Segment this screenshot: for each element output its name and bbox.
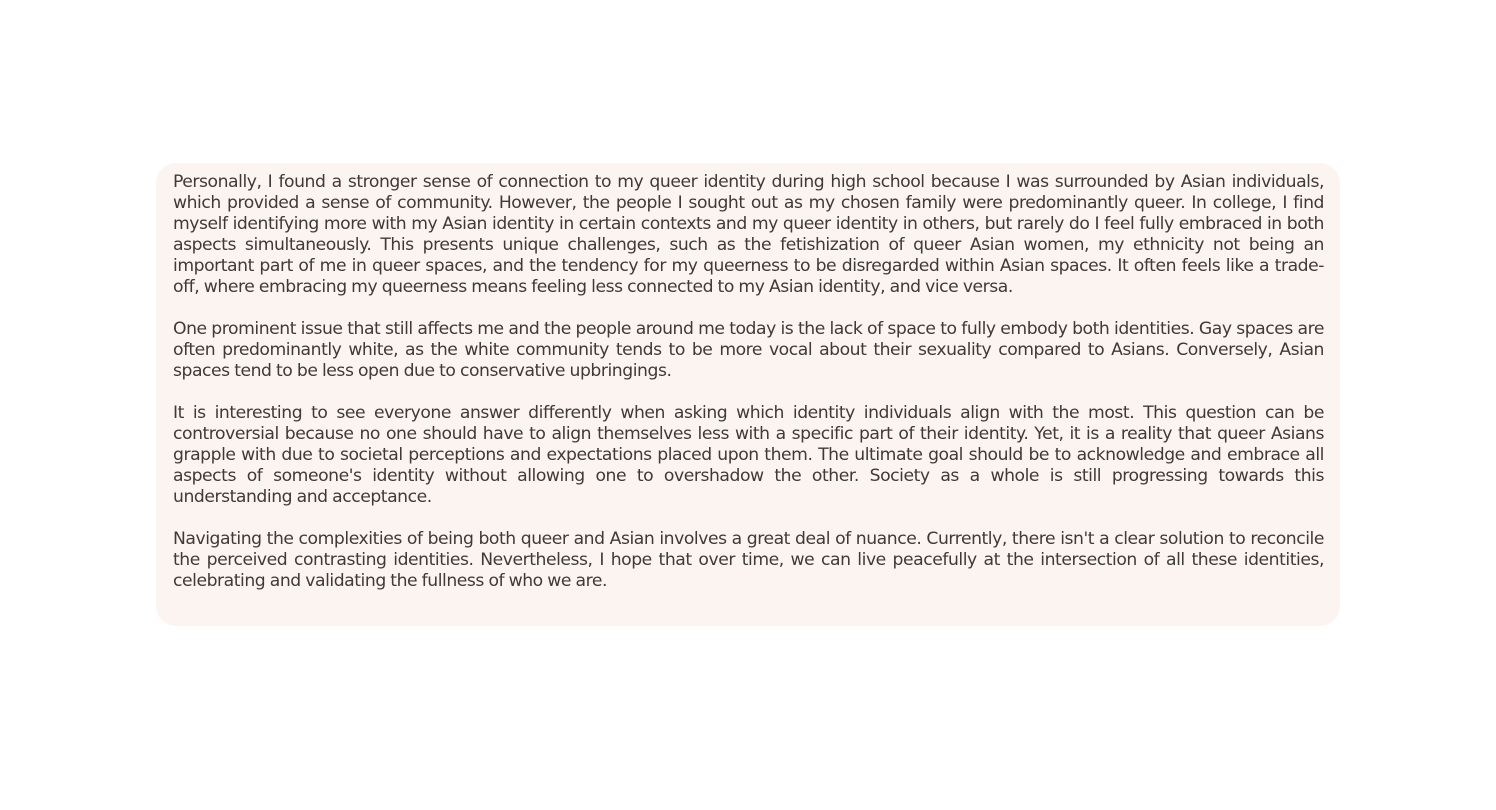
- paragraph-2: One prominent issue that still affects me and the people around me today is the lack of space to fully embody both identities. Gay spaces are often predominantly white, as the white community tends to be more vocal about their sexuality compared to Asians. Conversely, Asian spaces tend to be less open due to conservative upbringings.: [173, 319, 1324, 381]
- paragraph-4: Navigating the complexities of being both queer and Asian involves a great deal of nuance. Currently, there isn't a clear solution to reconcile the perceived contrasting identities. Nevertheless, I hope that over time, we can live peacefully at the intersection of all these identities, celebrating and validating the fullness of who we are.: [173, 529, 1324, 591]
- text-card: [156, 163, 1340, 626]
- paragraph-3: It is interesting to see everyone answer differently when asking which identity individuals align with the most. This question can be controversial because no one should have to align themselves less with a specific part of their identity. Yet, it is a reality that queer Asians grapple with due to societal perceptions and expectations placed upon them. The ultimate goal should be to acknowledge and embrace all aspects of someone's identity without allowing one to overshadow the other. Society as a whole is still progressing towards this understanding and acceptance.: [173, 403, 1324, 507]
- paragraph-1: Personally, I found a stronger sense of connection to my queer identity during high school because I was surrounded by Asian individuals, which provided a sense of community. However, the people I sought out as my chosen family were predominantly queer. In college, I find myself identifying more with my Asian identity in certain contexts and my queer identity in others, but rarely do I feel fully embraced in both aspects simultaneously. This presents unique challenges, such as the fetishization of queer Asian women, my ethnicity not being an important part of me in queer spaces, and the tendency for my queerness to be disregarded within Asian spaces. It often feels like a trade-off, where embracing my queerness means feeling less connected to my Asian identity, and vice versa.: [173, 172, 1324, 297]
